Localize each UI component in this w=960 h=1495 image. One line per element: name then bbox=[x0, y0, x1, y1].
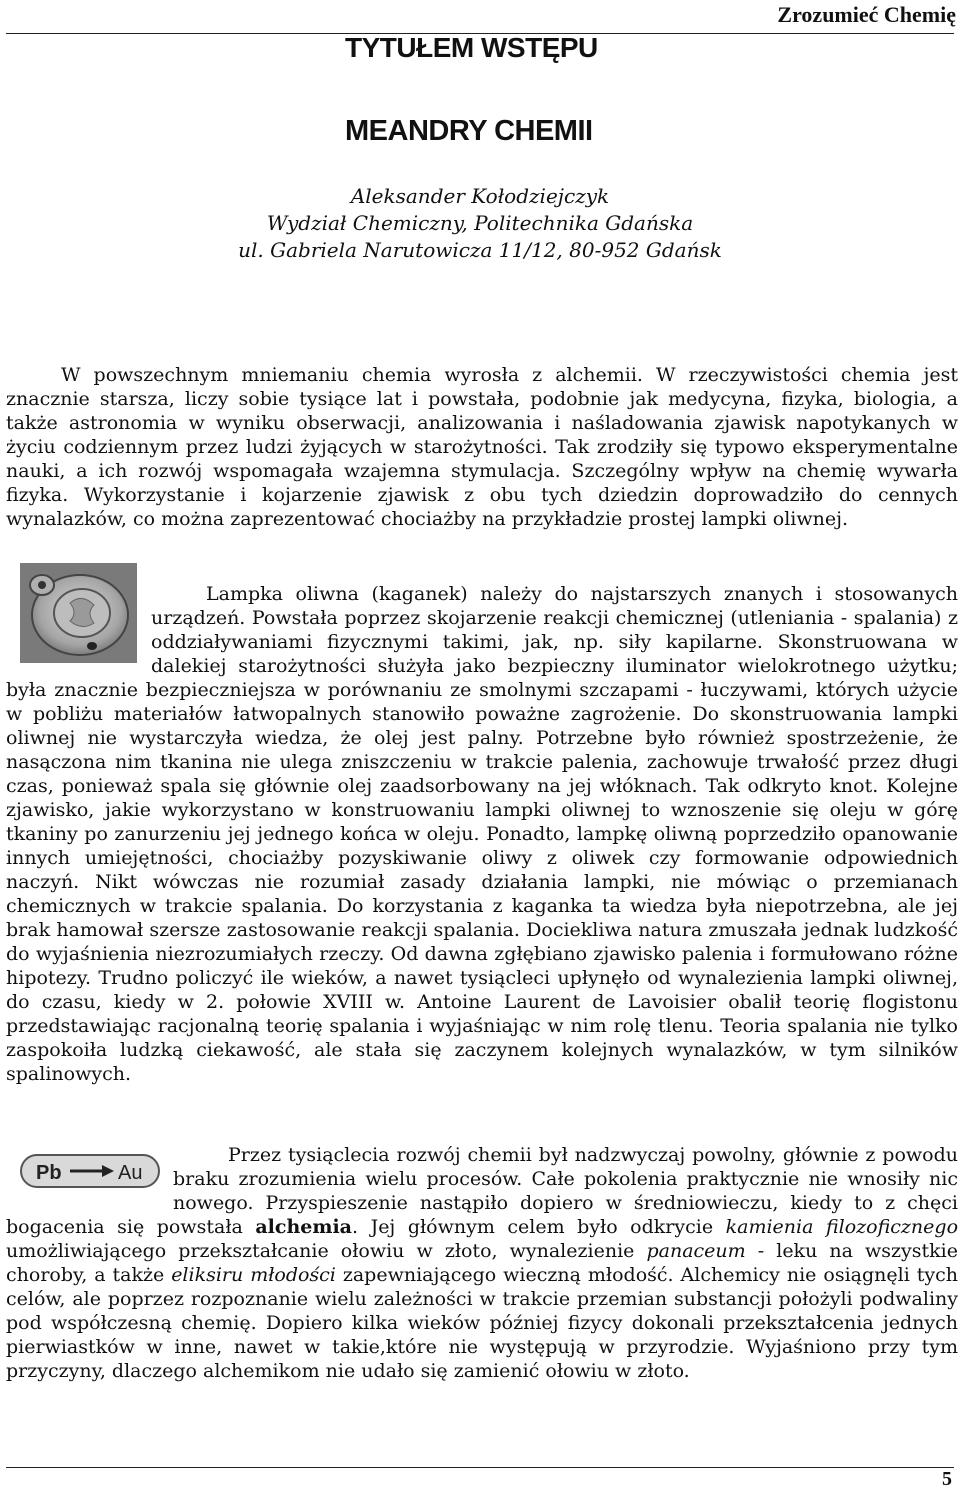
page-number: 5 bbox=[942, 1468, 952, 1490]
section-label: TYTUŁEM WSTĘPU bbox=[345, 32, 598, 63]
pb-label: Pb bbox=[36, 1162, 62, 1184]
paragraph-intro bbox=[6, 363, 958, 531]
alchemy-text-part: Przez tysiąclecia rozwój chemii był nadzwyczaj powolny, głównie z powodu braku zrozumienia wielu procesów. Całe pokolenia praktycznie nie wnosiły nic nowego. Przyspieszenie nastąpiło dopiero w średniowieczu, kiedy to z chęci bogacenia się powstała bbox=[6, 1144, 958, 1238]
running-header-title: Zrozumieć Chemię bbox=[777, 2, 956, 27]
article-title: MEANDRY CHEMII bbox=[345, 115, 593, 147]
author-block bbox=[0, 183, 960, 264]
author-address: ul. Gabriela Narutowicza 11/12, 80-952 Gdańsk bbox=[238, 238, 722, 262]
oil-lamp-image bbox=[20, 563, 137, 663]
au-label: Au bbox=[118, 1162, 143, 1184]
paragraph-lamp bbox=[6, 582, 958, 1086]
alchemy-text-part: . Jej głównym celem było odkrycie bbox=[352, 1216, 726, 1238]
alchemy-text-part: - leku na wszystkie choroby, a także bbox=[6, 1240, 958, 1286]
author-name: Aleksander Kołodziejczyk bbox=[350, 184, 610, 208]
paragraph-intro-text: W powszechnym mniemaniu chemia wyrosła z alchemii. W rzeczywistości chemia jest znacznie starsza, liczy sobie tysiące lat i powstała, podobnie jak medycyna, fizyka, biologia, a także astronomia w wyniku obserwacji, analizowania i naśladowania zjawisk napotykanych w życiu codziennym przez ludzi żyjących w starożytności. Tak zrodziły się typowo eksperymentalne nauki, a ich rozwój wspomagała wzajemna stymulacja. Szczególny wpływ na chemię wywarła fizyka. Wykorzystanie i kojarzenie zjawisk z obu tych dziedzin doprowadziło do cennych wynalazków, co można zaprezentować chociażby na przykładzie prostej lampki oliwnej. bbox=[6, 364, 958, 530]
philosophers-stone-term: kamienia filozoficznego bbox=[725, 1216, 959, 1238]
author-affiliation: Wydział Chemiczny, Politechnika Gdańska bbox=[266, 211, 694, 235]
panacea-term: panaceum bbox=[646, 1240, 746, 1262]
paragraph-lamp-text: Lampka oliwna (kaganek) należy do najstarszych znanych i stosowanych urządzeń. Powstała poprzez skojarzenie reakcji chemicznej (utleniania - spalania) z oddziaływaniami fizycznymi takimi, jak, np. siły kapilarne. Skonstruowana w dalekiej starożytności służyła jako bezpieczny iluminator wielokrotnego użytku; była znacznie bezpieczniejsza w porównaniu ze smolnymi szczapami - łuczywami, których użycie w pobliżu materiałów łatwopalnych stanowiło poważne zagrożenie. Do skonstruowania lampki oliwnej nie wystarczyła wiedza, że olej jest palny. Potrzebne było również spostrzeżenie, że nasączona nim tkanina nie ulega zniszczeniu w trakcie palenia, zachowuje trwałość przez długi czas, ponieważ spala się głównie olej zaadsorbowany na jej włóknach. Tak odkryto knot. Kolejne zjawisko, jakie wykorzystano w konstruowaniu lampki oliwnej to wznoszenie się oleju w górę tkaniny po zanurzeniu jej jednego końca w oleju. Ponadto, lampkę oliwną poprzedziło opanowanie innych umiejętności, chociażby pozyskiwanie oliwy z oliwek czy formowanie odpowiednich naczyń. Nikt wówczas nie rozumiał zasady działania lampki, nie mówiąc o przemianach chemicznych w trakcie spalania. Do korzystania z kaganka ta wiedza była niepotrzebna, ale jej brak hamował szersze zastosowanie reakcji spalania. Dociekliwa natura zmuszała jednak ludzkość do wyjaśnienia niezrozumiałych rzeczy. Od dawna zgłębiano zjawisko palenia i formułowano różne hipotezy. Trudno policzyć ile wieków, a nawet tysiącleci upłynęło od wynalezienia lampki oliwnej, do czasu, kiedy w 2. połowie XVIII w. Antoine Laurent de Lavoisier obalił teorię flogistonu przedstawiając racjonalną teorię spalania i wyjaśniając w nim rolę tlenu. Teoria spalania nie tylko zaspokoiła ludzką ciekawość, ale stała się zaczynem kolejnych wynalazków, w tym silników spalinowych. bbox=[6, 583, 958, 1085]
alchemy-text-part: zapewniającego wieczną młodość. Alchemicy nie osiągnęli tych celów, ale poprzez rozpoznanie wielu zależności w trakcie przemian substancji położyli podwaliny pod współczesną chemię. Dopiero kilka wieków później fizycy dokonali przekształcenia jednych pierwiastków w inne, nawet w takie,które nie występują w przyrodzie. Wyjaśniono przy tym przyczyny, dlaczego alchemikom nie udało się zamienić ołowiu w złoto. bbox=[6, 1264, 958, 1382]
alchemy-term: alchemia bbox=[255, 1216, 352, 1238]
footer-divider bbox=[6, 1467, 954, 1468]
pb-to-au-image bbox=[20, 1151, 160, 1191]
alchemy-text-part: umożliwiającego przekształcanie ołowiu w złoto, wynalezienie bbox=[6, 1240, 647, 1262]
elixir-term: eliksiru młodości bbox=[171, 1264, 336, 1286]
